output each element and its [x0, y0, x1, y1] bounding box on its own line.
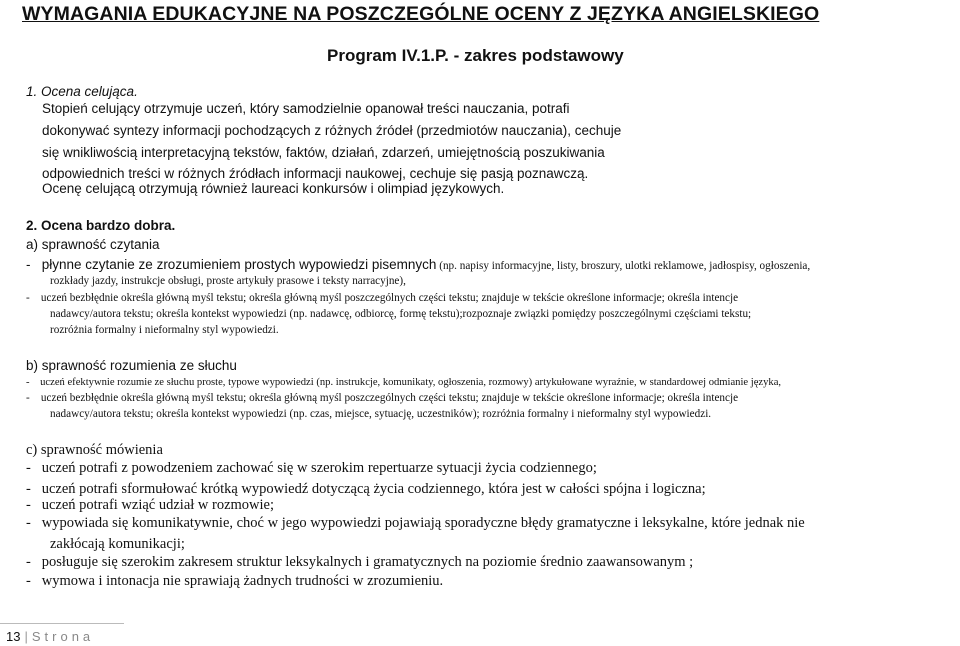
list-item-cont: nadawcy/autora tekstu; określa kontekst wypowiedzi (np. nadawcę, odbiorcę, formę tekstu);rozpoznaje związki pomiędzy poszczególnymi częściami tekstu; [50, 308, 752, 320]
list-item: - uczeń efektywnie rozumie ze słuchu proste, typowe wypowiedzi (np. instrukcje, komunikaty, ogłoszenia, rozmowy) artykułowane wyraźnie, w standardowej odmianie języka, [26, 377, 782, 388]
list-item: - uczeń potrafi wziąć udział w rozmowie; [26, 497, 275, 513]
subsection-c-heading: c) sprawność mówienia [26, 442, 163, 458]
subsection-b-heading: b) sprawność rozumienia ze słuchu [26, 358, 237, 373]
list-item-cont: nadawcy/autora tekstu; określa kontekst wypowiedzi (np. czas, miejsce, sytuację, uczestników); rozróżnia formalny i nieformalny styl wypowiedzi. [50, 408, 712, 420]
grade1-line: Stopień celujący otrzymuje uczeń, który samodzielnie opanował treści nauczania, potrafi [42, 101, 570, 116]
subsection-a-heading: a) sprawność czytania [26, 237, 160, 252]
list-item-text: wypowiada się komunikatywnie, choć w jego wypowiedzi pojawiają sporadyczne błędy gramatyczne i leksykalne, które jednak nie [41, 515, 805, 531]
list-item-text: uczeń efektywnie rozumie ze słuchu proste, typowe wypowiedzi (np. instrukcje, komunikaty, ogłoszenia, rozmowy) artykułowane wyraźnie, w standardowej odmianie języka, [40, 377, 782, 388]
list-item: - płynne czytanie ze zrozumieniem prostych wypowiedzi pisemnych (np. napisy informacyjne, listy, broszury, ulotki reklamowe, jadłospisy, ogłoszenia, [26, 257, 811, 272]
list-item-cont: zakłócają komunikacji; [50, 536, 185, 552]
grade1-line: się wnikliwością interpretacyjną tekstów, faktów, działań, zdarzeń, umiejętnością poszukiwania [42, 145, 605, 160]
list-item: - posługuje się szerokim zakresem struktur leksykalnych i gramatycznych na poziomie średnio zaawansowanym ; [26, 554, 694, 570]
grade1-heading: 1. Ocena celująca. [26, 84, 138, 99]
list-item-cont: rozkłady jazdy, instrukcje obsługi, proste artykuły prasowe i teksty narracyjne), [50, 275, 406, 287]
list-item-text: uczeń bezbłędnie określa główną myśl tekstu; określa główną myśl poszczególnych części tekstu; znajduje w tekście określone informacje; określa intencje [40, 292, 739, 304]
list-item-text: uczeń potrafi z powodzeniem zachować się w szerokim repertuarze sytuacji życia codziennego; [41, 460, 597, 476]
page-number: 13 [6, 629, 21, 644]
footer-separator: | [24, 629, 28, 644]
list-item-text: uczeń potrafi wziąć udział w rozmowie; [41, 497, 275, 513]
page-footer [6, 629, 94, 644]
list-item-text: uczeń potrafi sformułować krótką wypowiedź dotyczącą życia codziennego, która jest w całości spójna i logiczna; [41, 481, 706, 497]
list-item: - uczeń potrafi sformułować krótką wypowiedź dotyczącą życia codziennego, która jest w całości spójna i logiczna; [26, 481, 706, 497]
list-item-main: płynne czytanie ze zrozumieniem prostych wypowiedzi pisemnych [41, 257, 437, 272]
list-item: - uczeń bezbłędnie określa główną myśl tekstu; określa główną myśl poszczególnych części tekstu; znajduje w tekście określone informacje; określa intencje [26, 392, 739, 404]
list-item: - wypowiada się komunikatywnie, choć w jego wypowiedzi pojawiają sporadyczne błędy gramatyczne i leksykalne, które jednak nie [26, 515, 805, 531]
page-label: Strona [31, 629, 95, 644]
grade1-line: Ocenę celującą otrzymują również laureaci konkursów i olimpiad językowych. [42, 181, 505, 196]
document-title: WYMAGANIA EDUKACYJNE NA POSZCZEGÓLNE OCENY Z JĘZYKA ANGIELSKIEGO [22, 3, 820, 25]
grade2-heading: 2. Ocena bardzo dobra. [26, 218, 176, 233]
list-item-note: (np. napisy informacyjne, listy, broszury, ulotki reklamowe, jadłospisy, ogłoszenia, [436, 260, 811, 272]
list-item-text: uczeń bezbłędnie określa główną myśl tekstu; określa główną myśl poszczególnych części tekstu; znajduje w tekście określone informacje; określa intencje [40, 392, 739, 404]
grade1-line: dokonywać syntezy informacji pochodzących z różnych źródeł (przedmiotów nauczania), cechuje [42, 123, 622, 138]
list-item-text: wymowa i intonacja nie sprawiają żadnych trudności w zrozumieniu. [41, 573, 444, 589]
list-item: - uczeń bezbłędnie określa główną myśl tekstu; określa główną myśl poszczególnych części tekstu; znajduje w tekście określone informacje; określa intencje [26, 292, 739, 304]
program-subtitle: Program IV.1.P. - zakres podstawowy [327, 46, 624, 65]
list-item: - uczeń potrafi z powodzeniem zachować się w szerokim repertuarze sytuacji życia codziennego; [26, 460, 597, 476]
footer-divider [0, 623, 124, 624]
list-item: - wymowa i intonacja nie sprawiają żadnych trudności w zrozumieniu. [26, 573, 444, 589]
list-item-text: posługuje się szerokim zakresem struktur leksykalnych i gramatycznych na poziomie średnio zaawansowanym ; [41, 554, 694, 570]
grade1-line: odpowiednich treści w różnych źródłach informacji naukowej, cechuje się pasją poznawczą. [42, 166, 589, 181]
list-item-cont: rozróżnia formalny i nieformalny styl wypowiedzi. [50, 324, 279, 336]
